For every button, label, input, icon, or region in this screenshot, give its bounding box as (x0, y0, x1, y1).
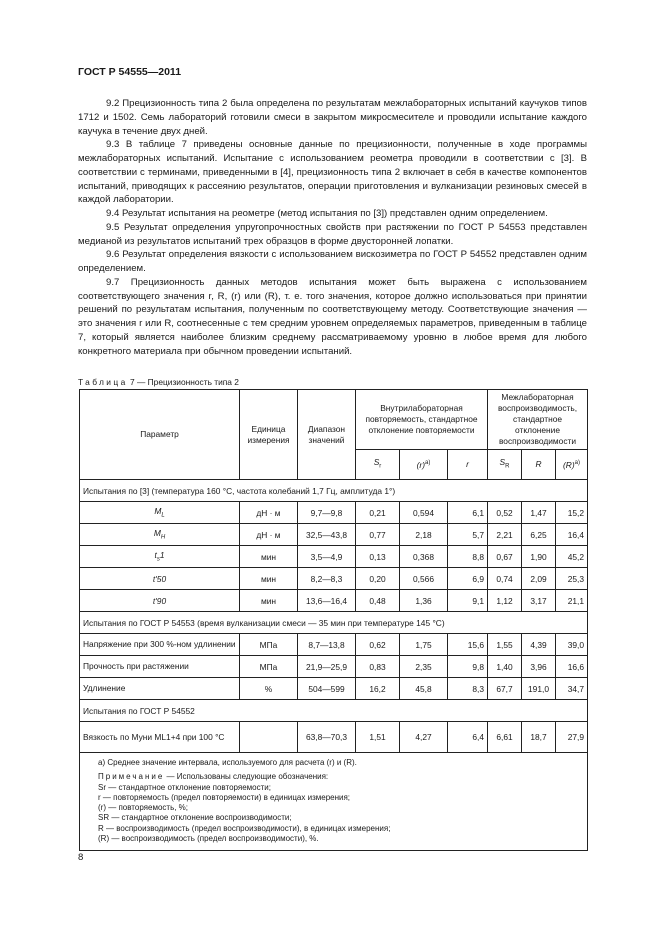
R-pct-cell: 16,6 (556, 656, 588, 678)
sr-cell: 0,20 (356, 568, 400, 590)
sr-cell: 0,62 (356, 634, 400, 656)
r-cell: 9,8 (448, 656, 488, 678)
r-pct-cell: 1,75 (400, 634, 448, 656)
table-row (80, 590, 588, 612)
sr-cell: 16,2 (356, 678, 400, 700)
param-name: Прочность при растяжении (80, 656, 240, 678)
table-row (80, 678, 588, 700)
section-title: Испытания по ГОСТ Р 54553 (время вулканизации смеси — 35 мин при температуре 145 °С) (80, 612, 588, 634)
note-item: Sr — стандартное отклонение повторяемости; (98, 782, 271, 792)
sr-cell: 0,83 (356, 656, 400, 678)
R-cell: 18,7 (522, 722, 556, 753)
unit-cell: МПа (240, 656, 298, 678)
sR-cell: 67,7 (488, 678, 522, 700)
paragraph-9-6: 9.6 Результат определения вязкости с использованием вискозиметра по ГОСТ Р 54552 представлен одним определением. (78, 249, 587, 274)
sr-cell: 0,77 (356, 524, 400, 546)
R-pct-cell: 45,2 (556, 546, 588, 568)
precision-table (79, 389, 588, 851)
r-pct-cell: 0,368 (400, 546, 448, 568)
r-cell: 5,7 (448, 524, 488, 546)
param-name: t'50 (80, 568, 240, 590)
sR-cell: 0,67 (488, 546, 522, 568)
table-row (80, 656, 588, 678)
param-name: Вязкость по Муни ML1+4 при 100 °С (80, 722, 240, 753)
param-name: t'90 (80, 590, 240, 612)
r-pct-cell: 2,35 (400, 656, 448, 678)
param-name: $M_L$ (80, 502, 240, 524)
R-pct-cell: 27,9 (556, 722, 588, 753)
unit-cell: мин (240, 546, 298, 568)
r-pct-cell: 0,566 (400, 568, 448, 590)
section-title: Испытания по ГОСТ Р 54552 (80, 700, 588, 722)
unit-cell: дН · м (240, 524, 298, 546)
header-R: R (522, 450, 556, 480)
r-cell: 6,9 (448, 568, 488, 590)
sR-cell: 1,40 (488, 656, 522, 678)
r-cell: 8,3 (448, 678, 488, 700)
sR-cell: 0,52 (488, 502, 522, 524)
sr-cell: 0,21 (356, 502, 400, 524)
param-name: $t_s1$ (80, 546, 240, 568)
param-name: $M_H$ (80, 524, 240, 546)
R-pct-cell: 25,3 (556, 568, 588, 590)
note-item: (r) — повторяемость, %; (98, 803, 189, 813)
document-header: ГОСТ Р 54555—2011 (78, 66, 182, 78)
R-cell: 3,96 (522, 656, 556, 678)
header-range: Диапазон значений (298, 390, 356, 480)
note-item: r — повторяемость (предел повторяемости) в единицах измерения; (98, 792, 351, 802)
r-cell: 9,1 (448, 590, 488, 612)
sr-cell: 0,48 (356, 590, 400, 612)
section-title: Испытания по [3] (температура 160 °С, частота колебаний 1,7 Гц, амплитуда 1°) (80, 480, 588, 502)
footnote-a: а) Среднее значение интервала, используемого для расчета (r) и (R). (98, 758, 357, 767)
sR-cell: 1,12 (488, 590, 522, 612)
sR-cell: 1,55 (488, 634, 522, 656)
R-cell: 2,09 (522, 568, 556, 590)
paragraph-9-5: 9.5 Результат определения упругопрочностных свойств при растяжении по ГОСТ Р 54553 представлен медианой из результатов испытаний трех образцов в форме двусторонней лопатки. (78, 221, 587, 247)
unit-cell: дН · м (240, 502, 298, 524)
sr-cell: 0,13 (356, 546, 400, 568)
r-cell: 6,4 (448, 722, 488, 753)
header-sR: $S_R$ (488, 450, 522, 480)
range-cell: 13,6—16,4 (298, 590, 356, 612)
unit-cell (240, 722, 298, 753)
paragraph-9-7: 9.7 Прецизионность данных методов испытания может быть выражена с использованием соответствующего значения r, R, (r) или (R), т. е. того значения, которое должно использоваться при принятии решений по результатам испытания, полученным по соответствующему методу. Соответствующие значения — это значения r или R, соотнесенные с тем средним уровнем определяемых параметров, приведенным в таблице 7, который является наиболее близким среднему рассматриваемому уровню в любое время для любого конкретного материала при обычном проведении испытаний. (78, 276, 587, 357)
unit-cell: мин (240, 568, 298, 590)
table-caption (78, 377, 239, 387)
note-heading: Примечание — Использованы следующие обозначения: (98, 772, 329, 782)
R-cell: 1,47 (522, 502, 556, 524)
param-name: Удлинение (80, 678, 240, 700)
r-pct-cell: 4,27 (400, 722, 448, 753)
R-pct-cell: 21,1 (556, 590, 588, 612)
r-cell: 15,6 (448, 634, 488, 656)
R-pct-cell: 39,0 (556, 634, 588, 656)
r-pct-cell: 2,18 (400, 524, 448, 546)
unit-cell: мин (240, 590, 298, 612)
range-cell: 32,5—43,8 (298, 524, 356, 546)
table-row (80, 546, 588, 568)
range-cell: 504—599 (298, 678, 356, 700)
unit-cell: МПа (240, 634, 298, 656)
sr-cell: 1,51 (356, 722, 400, 753)
header-unit: Единица измерения (240, 390, 298, 480)
range-cell: 8,2—8,3 (298, 568, 356, 590)
R-cell: 4,39 (522, 634, 556, 656)
table-row (80, 568, 588, 590)
R-cell: 1,90 (522, 546, 556, 568)
range-cell: 9,7—9,8 (298, 502, 356, 524)
R-pct-cell: 16,4 (556, 524, 588, 546)
table-notes (80, 753, 588, 851)
sR-cell: 6,61 (488, 722, 522, 753)
unit-cell: % (240, 678, 298, 700)
sR-cell: 2,21 (488, 524, 522, 546)
body-text (78, 97, 587, 358)
table-row (80, 524, 588, 546)
header-r: r (448, 450, 488, 480)
header-between-lab: Межлабораторная воспроизводимость, стандартное отклонение воспроизводимости (488, 390, 588, 450)
paragraph-9-3: 9.3 В таблице 7 приведены основные данные по прецизионности, полученные в ходе программы межлабораторных испытаний. Испытание с использованием реометра проводили в соответствии с [3]. В соответствии с терминами, приведенными в [4], прецизионность типа 2 включает в себя в качестве компонентов испытаний, приводящих к рассеянию результатов, операции приготовления и вулканизации резиновых смесей в каждой лаборатории. (78, 139, 587, 206)
r-pct-cell: 1,36 (400, 590, 448, 612)
R-cell: 191,0 (522, 678, 556, 700)
header-sr: $S_r$ (356, 450, 400, 480)
table-row (80, 722, 588, 753)
r-cell: 6,1 (448, 502, 488, 524)
r-pct-cell: 0,594 (400, 502, 448, 524)
range-cell: 3,5—4,9 (298, 546, 356, 568)
R-cell: 3,17 (522, 590, 556, 612)
header-within-lab: Внутрилабораторная повторяемость, стандартное отклонение повторяемости (356, 390, 488, 450)
range-cell: 8,7—13,8 (298, 634, 356, 656)
r-pct-cell: 45,8 (400, 678, 448, 700)
R-cell: 6,25 (522, 524, 556, 546)
sR-cell: 0,74 (488, 568, 522, 590)
header-R-pct: $(R)^{а)}$ (556, 450, 588, 480)
param-name: Напряжение при 300 %-ном удлинении (80, 634, 240, 656)
R-pct-cell: 34,7 (556, 678, 588, 700)
page-number: 8 (78, 852, 84, 863)
paragraph-9-4: 9.4 Результат испытания на реометре (метод испытания по [3]) представлен одним определением. (106, 208, 548, 219)
header-r-pct: $(r)^{а)}$ (400, 450, 448, 480)
r-cell: 8,8 (448, 546, 488, 568)
R-pct-cell: 15,2 (556, 502, 588, 524)
range-cell: 63,8—70,3 (298, 722, 356, 753)
table-row (80, 634, 588, 656)
table-caption-prefix: Таблица (78, 377, 128, 387)
note-item: R — воспроизводимость (предел воспроизводимости), в единицах измерения; (98, 823, 391, 833)
table-row (80, 502, 588, 524)
note-item: (R) — воспроизводимость (предел воспроизводимости), %. (98, 834, 319, 844)
range-cell: 21,9—25,9 (298, 656, 356, 678)
paragraph-9-2: 9.2 Прецизионность типа 2 была определена по результатам межлабораторных испытаний каучуков типов 1712 и 1502. Семь лабораторий готовили смеси в закрытом микросмесителе и проводили испытание каждого каучука в течение двух дней. (78, 98, 587, 137)
note-item: SR — стандартное отклонение воспроизводимости; (98, 813, 292, 823)
table-caption-text: 7 — Прецизионность типа 2 (129, 377, 239, 387)
header-param: Параметр (80, 390, 240, 480)
